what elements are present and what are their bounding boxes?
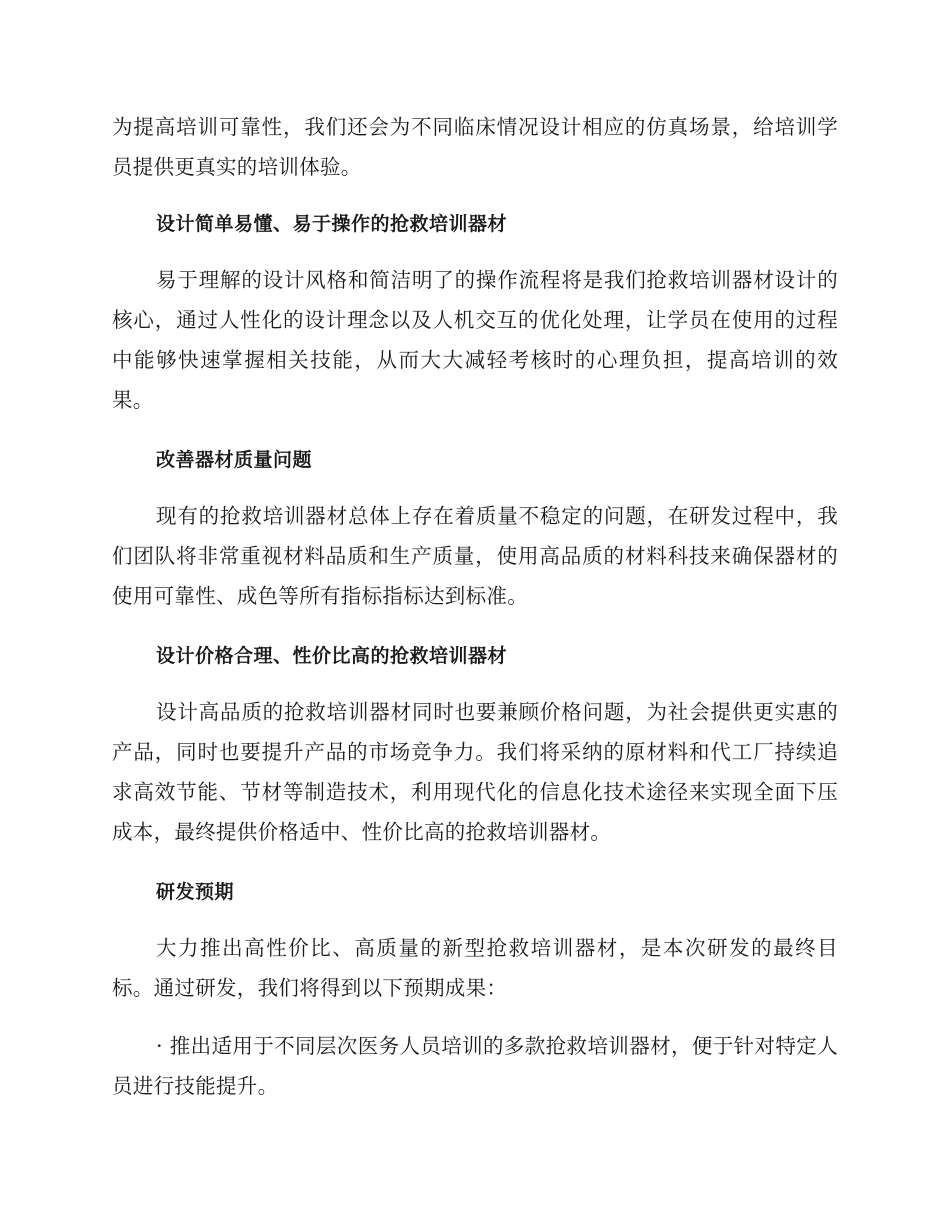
paragraph-price: 设计高品质的抢救培训器材同时也要兼顾价格问题，为社会提供更实惠的产品，同时也要提升产品的市场竞争力。我们将采纳的原材料和代工厂持续追求高效节能、节材等制造技术，利用现代化的信息化技术途径来实现全面下压成本，最终提供价格适中、性价比高的抢救培训器材。 xyxy=(112,700,838,844)
paragraph-quality: 现有的抢救培训器材总体上存在着质量不稳定的问题，在研发过程中，我们团队将非常重视材料品质和生产质量，使用高品质的材料科技来确保器材的使用可靠性、成色等所有指标指标达到标准。 xyxy=(112,504,838,608)
bullet-item: · 推出适用于不同层次医务人员培训的多款抢救培训器材，便于针对特定人员进行技能提升。 xyxy=(112,1034,838,1098)
paragraph-simple-design: 易于理解的设计风格和简洁明了的操作流程将是我们抢救培训器材设计的核心，通过人性化的设计理念以及人机交互的优化处理，让学员在使用的过程中能够快速掌握相关技能，从而大大减轻考核时的心理负担，提高培训的效果。 xyxy=(112,268,838,412)
heading-price: 设计价格合理、性价比高的抢救培训器材 xyxy=(156,645,508,667)
heading-simple-design: 设计简单易懂、易于操作的抢救培训器材 xyxy=(156,213,508,235)
paragraph-expectations: 大力推出高性价比、高质量的新型抢救培训器材，是本次研发的最终目标。通过研发，我们将得到以下预期成果： xyxy=(112,936,838,1000)
paragraph-intro: 为提高培训可靠性，我们还会为不同临床情况设计相应的仿真场景，给培训学员提供更真实的培训体验。 xyxy=(112,115,838,179)
heading-expectations: 研发预期 xyxy=(156,881,235,903)
heading-quality: 改善器材质量问题 xyxy=(156,449,313,471)
